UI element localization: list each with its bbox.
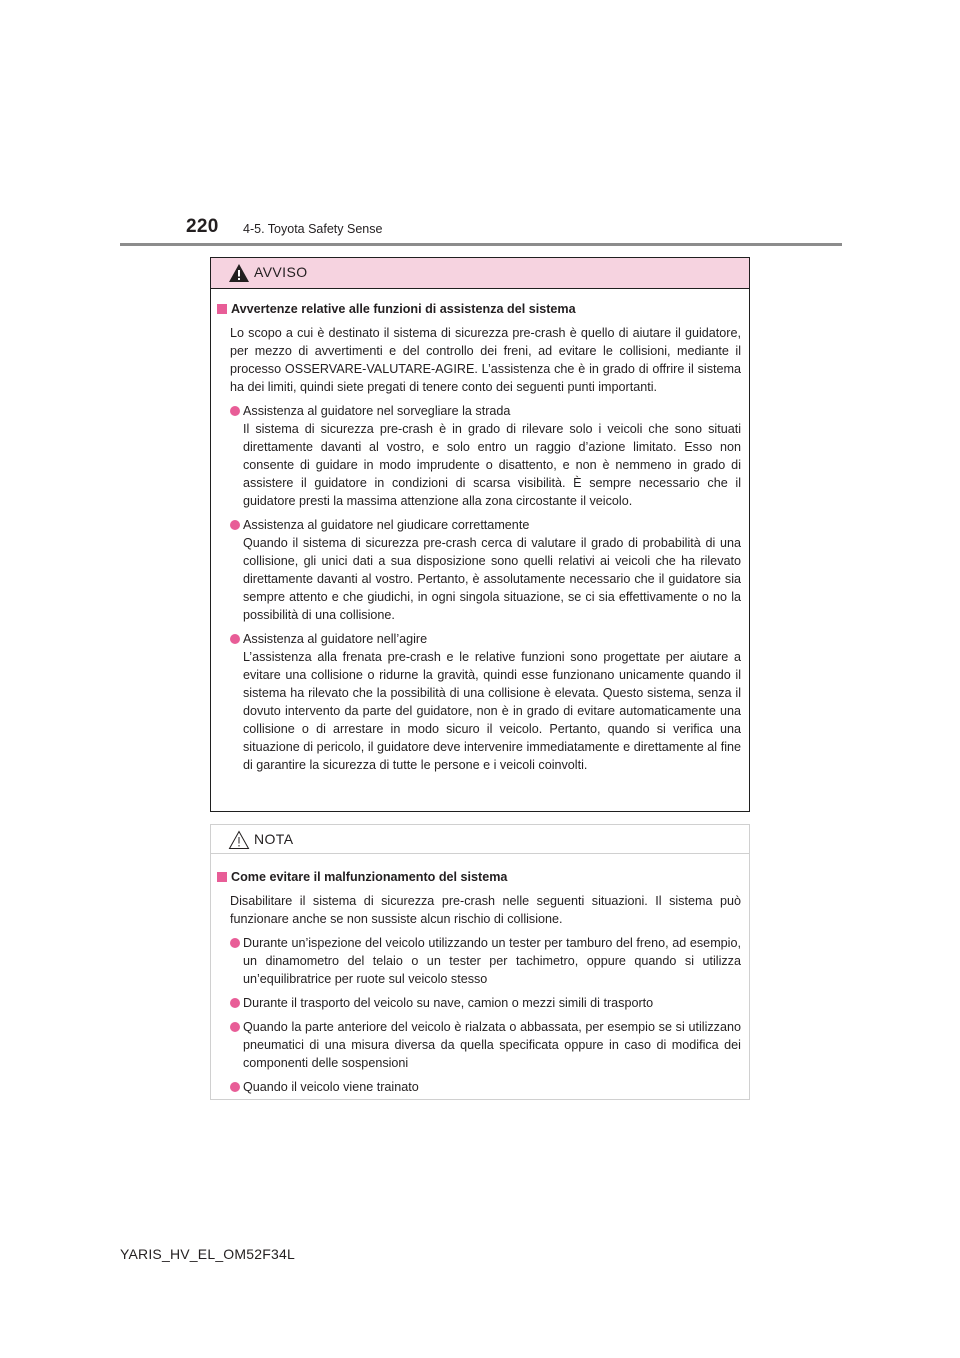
section-title: 4-5. Toyota Safety Sense [243,222,383,236]
page-number: 220 [186,216,219,237]
note-title: NOTA [254,831,294,847]
warning-header [211,258,749,289]
bullet-dot-icon [230,1022,240,1032]
note-header [211,825,749,854]
note-bullet: Durante il trasporto del veicolo su nave, camion o mezzi simili di trasporto [217,994,741,1012]
caution-triangle-icon [228,830,250,850]
bullet-dot-icon [230,938,240,948]
header-rule [120,243,842,246]
warning-bullet: Assistenza al guidatore nel sorvegliare la strada Il sistema di sicurezza pre-crash è in grado di rilevare solo i veicoli che sono situati direttamente davanti al vostro, e solo entro un raggio d’azione limitato. Esso non consente di guidare in modo imprudente o disattento, e non è nemmeno in grado di assistere il guidatore in condizioni di scarsa visibilità. È sempre necessario che il guidatore presti la massima attenzione alla zona circostante il veicolo. [217,402,741,510]
note-bullet: Quando la parte anteriore del veicolo è rialzata o abbassata, per esempio se si utilizzano pneumatici di una misura diversa da quella specificata oppure in caso di modifica dei componenti delle sospensioni [217,1018,741,1072]
warning-triangle-icon [228,263,250,283]
warning-heading: Avvertenze relative alle funzioni di assistenza del sistema [217,300,741,318]
bullet-dot-icon [230,520,240,530]
note-intro: Disabilitare il sistema di sicurezza pre-crash nelle seguenti situazioni. Il sistema può funzionare anche se non sussiste alcun rischio di collisione. [230,894,741,926]
warning-bullet: Assistenza al guidatore nel giudicare correttamente Quando il sistema di sicurezza pre-crash cerca di valutare il grado di probabilità di una collisione, gli unici dati a sua disposizione sono quelli relativi ai veicoli che ha rilevato direttamente davanti al vostro. Pertanto, è assolutamente necessario che il guidatore sia sempre attento e che giudichi, in ogni singola situazione, se ci sia effettivamente o no la possibilità di una collisione. [217,516,741,624]
warning-title: AVVISO [254,264,308,280]
bullet-dot-icon [230,634,240,644]
warning-intro: Lo scopo a cui è destinato il sistema di sicurezza pre-crash è quello di aiutare il guidatore, per mezzo di avvertimenti e del controllo dei freni, ad evitare le collisioni, mediante il processo OSSERVARE-VALUTARE-AGIRE. L’assistenza che è in grado di offrire il sistema ha dei limiti, quindi siete pregati di tenere conto dei seguenti punti importanti. [230,326,741,394]
note-body [217,868,741,1102]
warning-box [210,257,750,812]
note-heading: Come evitare il malfunzionamento del sistema [217,868,741,886]
square-bullet-icon [217,872,227,882]
note-box [210,824,750,1100]
warning-bullet: Assistenza al guidatore nell’agire L’assistenza alla frenata pre-crash e le relative funzioni sono progettate per aiutare a evitare una collisione o ridurne la gravità, quindi esse funzionano unicamente quando il sistema ha rilevato che la possibilità di una collisione è elevata. Questo sistema, senza il dovuto intervento da parte del guidatore, non è in grado di evitare automaticamente una collisione o di arrestare in modo sicuro il veicolo. Pertanto, quando si verifica una situazione di pericolo, il guidatore deve intervenire immediatamente e direttamente al fine di garantire la sicurezza di tutte le persone e i veicoli coinvolti. [217,630,741,774]
bullet-dot-icon [230,406,240,416]
bullet-dot-icon [230,1082,240,1092]
warning-body [217,300,741,780]
document-code: YARIS_HV_EL_OM52F34L [120,1246,295,1262]
bullet-dot-icon [230,998,240,1008]
square-bullet-icon [217,304,227,314]
note-bullet: Durante un’ispezione del veicolo utilizzando un tester per tamburo del freno, ad esempio, un dinamometro del telaio o un tester per tachimetro, oppure quando si utilizza un’equilibratrice per ruote sul veicolo stesso [217,934,741,988]
note-bullet: Quando il veicolo viene trainato [217,1078,741,1096]
